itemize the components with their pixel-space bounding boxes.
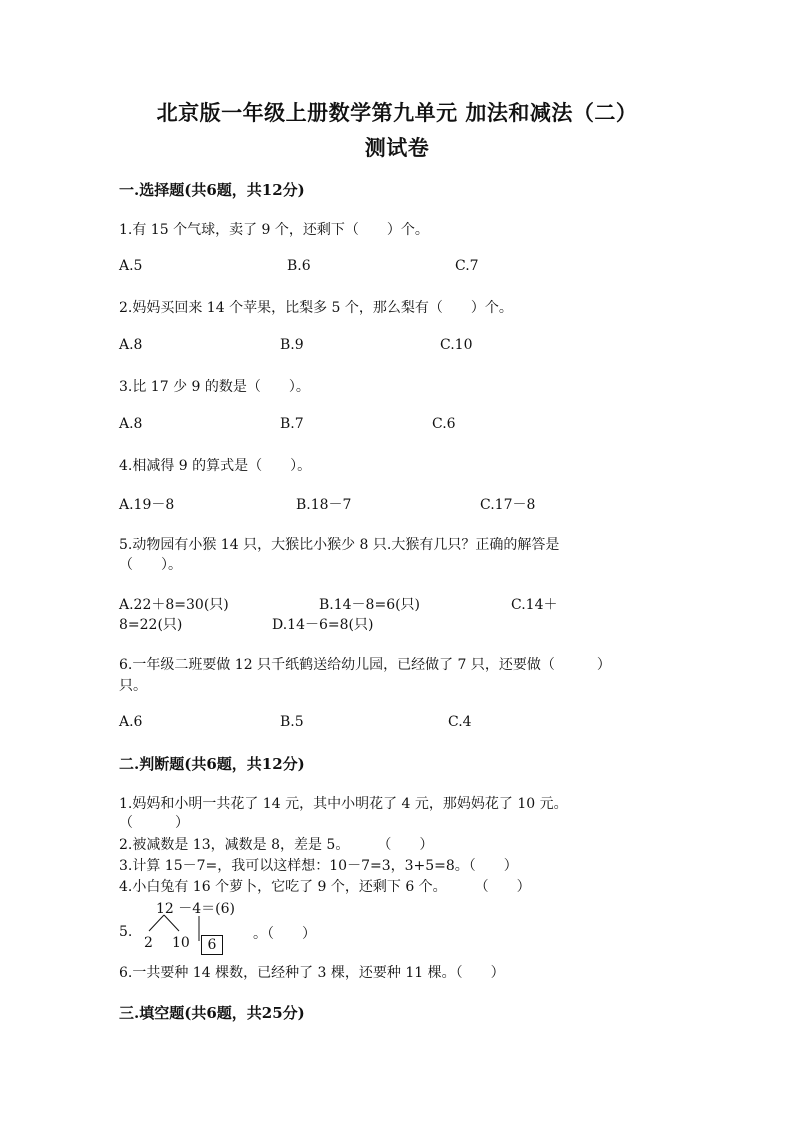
decomposition-lines bbox=[119, 895, 359, 957]
item-tail: 。（ ） bbox=[253, 926, 316, 942]
option-b: B.18－7 bbox=[296, 497, 352, 513]
section-heading-judgement: 二.判断题(共6题，共12分) bbox=[119, 755, 305, 773]
option-c: C.10 bbox=[440, 337, 473, 353]
option-b: B.7 bbox=[280, 416, 304, 432]
option-c: C.7 bbox=[455, 258, 479, 274]
equation: 12 －4＝(6) bbox=[156, 901, 236, 917]
option-b: B.5 bbox=[280, 714, 304, 730]
option-c: C.4 bbox=[448, 714, 472, 730]
option-a: A.6 bbox=[119, 714, 143, 730]
question-text: 4.相减得 9 的算式是（ ）。 bbox=[119, 458, 312, 474]
judgement-item: 1.妈妈和小明一共花了 14 元，其中小明花了 4 元，那妈妈花了 10 元。 bbox=[119, 796, 568, 812]
decomposition-diagram bbox=[119, 895, 359, 957]
question-text: 1.有 15 个气球，卖了 9 个，还剩下（ ）个。 bbox=[119, 222, 429, 238]
option-b: B.6 bbox=[287, 258, 311, 274]
question-text-continued: （ ）。 bbox=[119, 557, 182, 573]
judgement-item: 3.计算 15－7=，我可以这样想：10－7=3，3+5=8。（ ） bbox=[119, 858, 518, 874]
judgement-answer-bracket: （ ） bbox=[119, 815, 189, 831]
exam-subtitle: 测试卷 bbox=[364, 135, 430, 160]
split-left: 2 bbox=[144, 935, 153, 951]
judgement-item: 6.一共要种 14 棵数，已经种了 3 棵，还要种 11 棵。（ ） bbox=[119, 965, 505, 981]
exam-title: 北京版一年级上册数学第九单元 加法和减法（二） bbox=[156, 100, 638, 125]
question-text: 2.妈妈买回来 14 个苹果，比梨多 5 个，那么梨有（ ）个。 bbox=[119, 300, 513, 316]
option-d: D.14－6=8(只) bbox=[272, 617, 374, 633]
option-b: B.14－8=6(只) bbox=[319, 597, 421, 613]
option-a: A.5 bbox=[119, 258, 143, 274]
question-text: 3.比 17 少 9 的数是（ ）。 bbox=[119, 379, 310, 395]
boxed-answer: 6 bbox=[201, 935, 223, 955]
option-b: B.9 bbox=[280, 337, 304, 353]
split-middle: 10 bbox=[172, 935, 190, 951]
item-number: 5. bbox=[119, 924, 133, 940]
question-text: 6.一年级二班要做 12 只千纸鹤送给幼儿园，已经做了 7 只，还要做（ ） bbox=[119, 657, 611, 673]
option-c: C.14＋ bbox=[511, 597, 558, 613]
question-text: 5.动物园有小猴 14 只，大猴比小猴少 8 只.大猴有几只？正确的解答是 bbox=[119, 537, 560, 553]
option-a: A.22＋8=30(只) bbox=[119, 597, 229, 613]
option-a: A.19－8 bbox=[119, 497, 175, 513]
section-heading-choice: 一.选择题(共6题，共12分) bbox=[119, 181, 305, 199]
section-heading-fill-blank: 三.填空题(共6题，共25分) bbox=[119, 1004, 305, 1022]
option-c: C.6 bbox=[432, 416, 456, 432]
option-c: C.17－8 bbox=[480, 497, 536, 513]
option-c-continued: 8=22(只) bbox=[119, 617, 183, 633]
option-a: A.8 bbox=[119, 337, 143, 353]
option-a: A.8 bbox=[119, 416, 143, 432]
judgement-item: 2.被减数是 13，减数是 8，差是 5。 （ ） bbox=[119, 837, 434, 853]
question-text-continued: 只。 bbox=[119, 678, 147, 694]
judgement-item: 4.小白兔有 16 个萝卜，它吃了 9 个，还剩下 6 个。 （ ） bbox=[119, 879, 531, 895]
